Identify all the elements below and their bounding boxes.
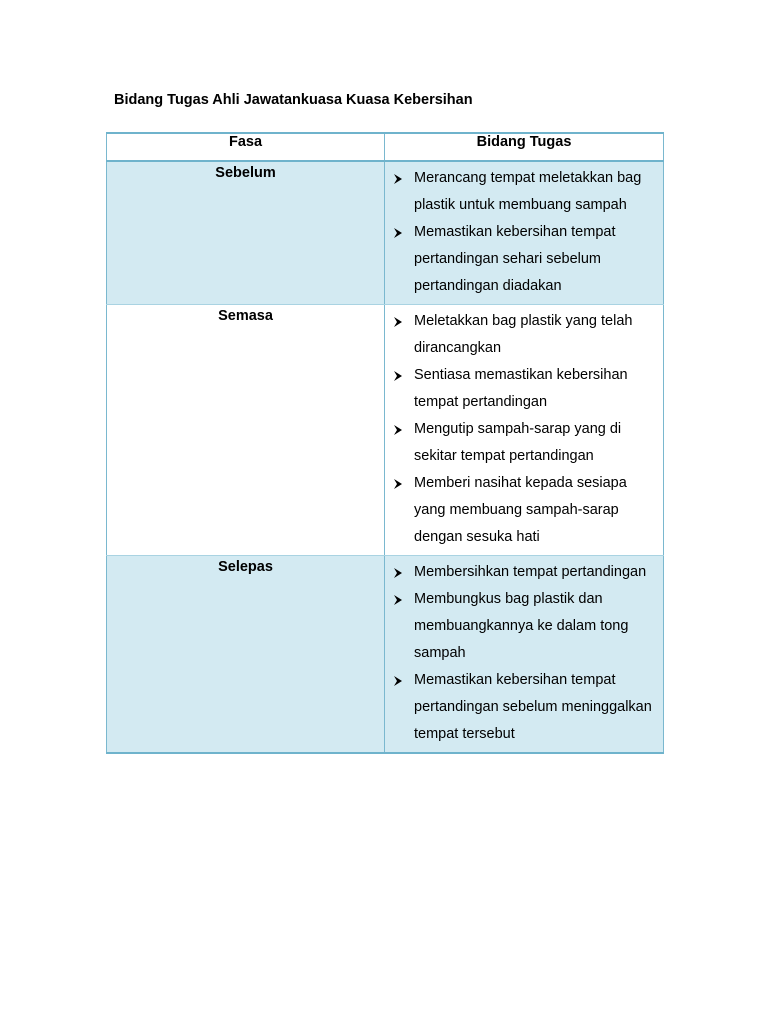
arrowhead-bullet-icon xyxy=(393,174,403,184)
phase-cell: Semasa xyxy=(107,305,385,556)
duties-cell xyxy=(385,305,664,556)
arrowhead-bullet-icon xyxy=(393,595,403,605)
task-text: Memastikan kebersihan tempat pertandingan sebelum meninggalkan tempat tersebut xyxy=(414,672,652,742)
task-text: Memberi nasihat kepada sesiapa yang membuang sampah-sarap dengan sesuka hati xyxy=(414,475,627,545)
task-list xyxy=(385,556,663,752)
arrowhead-bullet-icon xyxy=(393,317,403,327)
arrowhead-bullet-icon xyxy=(393,228,403,238)
table-row xyxy=(107,161,664,305)
task-list xyxy=(385,162,663,304)
list-item xyxy=(385,362,659,416)
table-header-row xyxy=(107,133,664,161)
duty-table xyxy=(106,132,664,754)
task-text: Mengutip sampah-sarap yang di sekitar tempat pertandingan xyxy=(414,421,622,464)
list-item xyxy=(385,667,659,748)
column-header-phase: Fasa xyxy=(107,133,385,161)
arrowhead-bullet-icon xyxy=(393,425,403,435)
list-item xyxy=(385,219,659,300)
arrowhead-bullet-icon xyxy=(393,479,403,489)
task-text: Membungkus bag plastik dan membuangkannya ke dalam tong sampah xyxy=(414,591,629,661)
list-item xyxy=(385,559,659,586)
arrowhead-bullet-icon xyxy=(393,676,403,686)
task-text: Sentiasa memastikan kebersihan tempat pertandingan xyxy=(414,367,628,410)
list-item xyxy=(385,586,659,667)
duties-cell xyxy=(385,556,664,754)
table-row xyxy=(107,556,664,754)
task-text: Meletakkan bag plastik yang telah dirancangkan xyxy=(414,313,633,356)
duties-cell xyxy=(385,161,664,305)
document-title: Bidang Tugas Ahli Jawatankuasa Kuasa Kebersihan xyxy=(114,92,473,108)
task-list xyxy=(385,305,663,555)
list-item xyxy=(385,165,659,219)
column-header-duties: Bidang Tugas xyxy=(385,133,664,161)
task-text: Merancang tempat meletakkan bag plastik untuk membuang sampah xyxy=(414,170,642,213)
phase-cell: Sebelum xyxy=(107,161,385,305)
arrowhead-bullet-icon xyxy=(393,371,403,381)
task-text: Memastikan kebersihan tempat pertandingan sehari sebelum pertandingan diadakan xyxy=(414,224,616,294)
arrowhead-bullet-icon xyxy=(393,568,403,578)
task-text: Membersihkan tempat pertandingan xyxy=(414,564,647,580)
list-item xyxy=(385,416,659,470)
table-row xyxy=(107,305,664,556)
list-item xyxy=(385,308,659,362)
phase-cell: Selepas xyxy=(107,556,385,754)
list-item xyxy=(385,470,659,551)
